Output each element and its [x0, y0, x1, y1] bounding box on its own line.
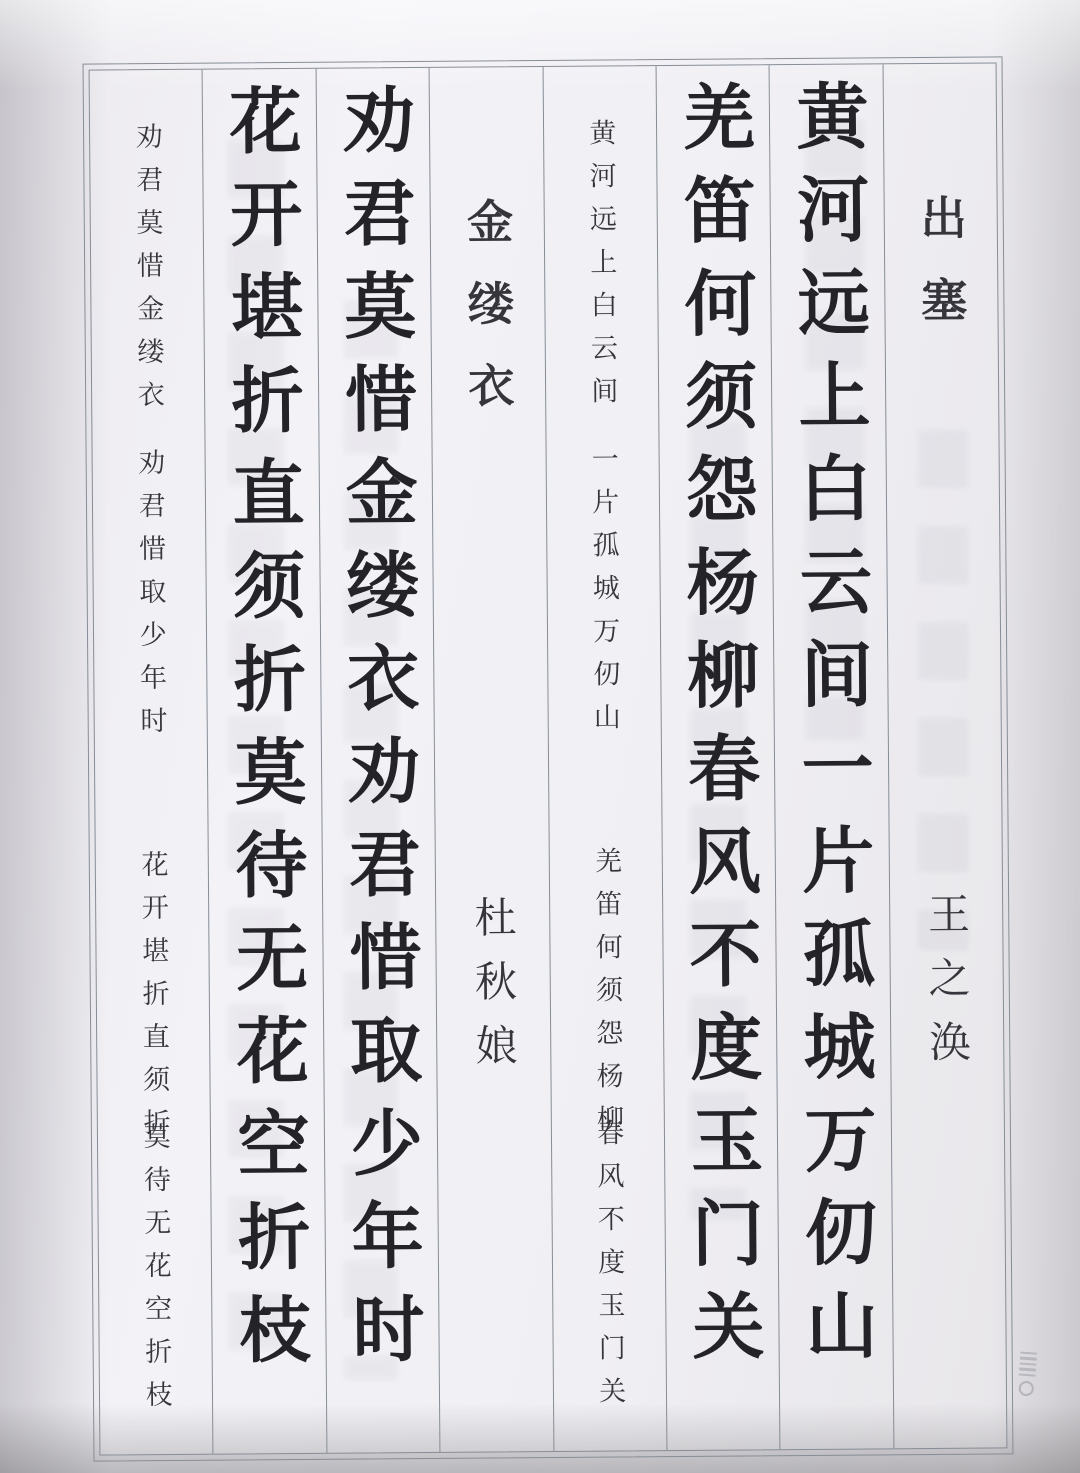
tally-line — [1019, 1362, 1036, 1366]
circle-mark — [1018, 1380, 1034, 1396]
annotation-phrase: 花开堪折直须折 — [136, 849, 170, 1152]
tally-line — [1019, 1368, 1036, 1372]
title-column-jinlvyi — [429, 67, 553, 1452]
seal-column-jinlvyi-couplet-2 — [202, 69, 326, 1454]
annotation-column-chusai — [542, 66, 666, 1451]
annotation-phrase: 一片孤城万仞山 — [586, 444, 621, 746]
poem-author: 杜秋娘 — [468, 895, 519, 1088]
poem-author: 王之涣 — [921, 891, 973, 1085]
tally-line — [1019, 1357, 1036, 1361]
annotation-phrase: 黄河远上白云间 — [584, 118, 618, 420]
seal-column-chusai-couplet-2 — [655, 65, 779, 1450]
annotation-phrase: 劝君莫惜金缕衣 — [130, 122, 165, 424]
annotation-column-jinlvyi — [90, 70, 213, 1455]
tally-line — [1018, 1373, 1035, 1377]
seal-column-chusai-couplet-1 — [769, 64, 893, 1449]
seal-script-line: 花开堪折直须折莫待无花空折枝 — [217, 82, 312, 1386]
poem-title: 出塞 — [913, 193, 969, 359]
seal-column-jinlvyi-couplet-1 — [315, 68, 439, 1453]
seal-script-line: 劝君莫惜金缕衣劝君惜取少年时 — [330, 82, 425, 1385]
seal-script-line: 羌笛何须怨杨柳春风不度玉门关 — [670, 79, 765, 1382]
grid-frame — [89, 62, 1008, 1455]
annotation-phrase: 春风不度玉门关 — [592, 1118, 626, 1420]
annotation-phrase: 羌笛何须怨杨柳 — [589, 846, 624, 1148]
title-column-chusai — [882, 63, 1006, 1448]
annotation-phrase: 莫待无花空折枝 — [138, 1121, 172, 1424]
poem-title: 金缕衣 — [459, 197, 516, 444]
annotation-phrase: 劝君惜取少年时 — [133, 448, 167, 750]
seal-script-line: 黄河远上白云间一片孤城万仞山 — [784, 78, 879, 1382]
tally-line — [1020, 1351, 1037, 1355]
page-margin-mark-icon — [1010, 1351, 1043, 1419]
